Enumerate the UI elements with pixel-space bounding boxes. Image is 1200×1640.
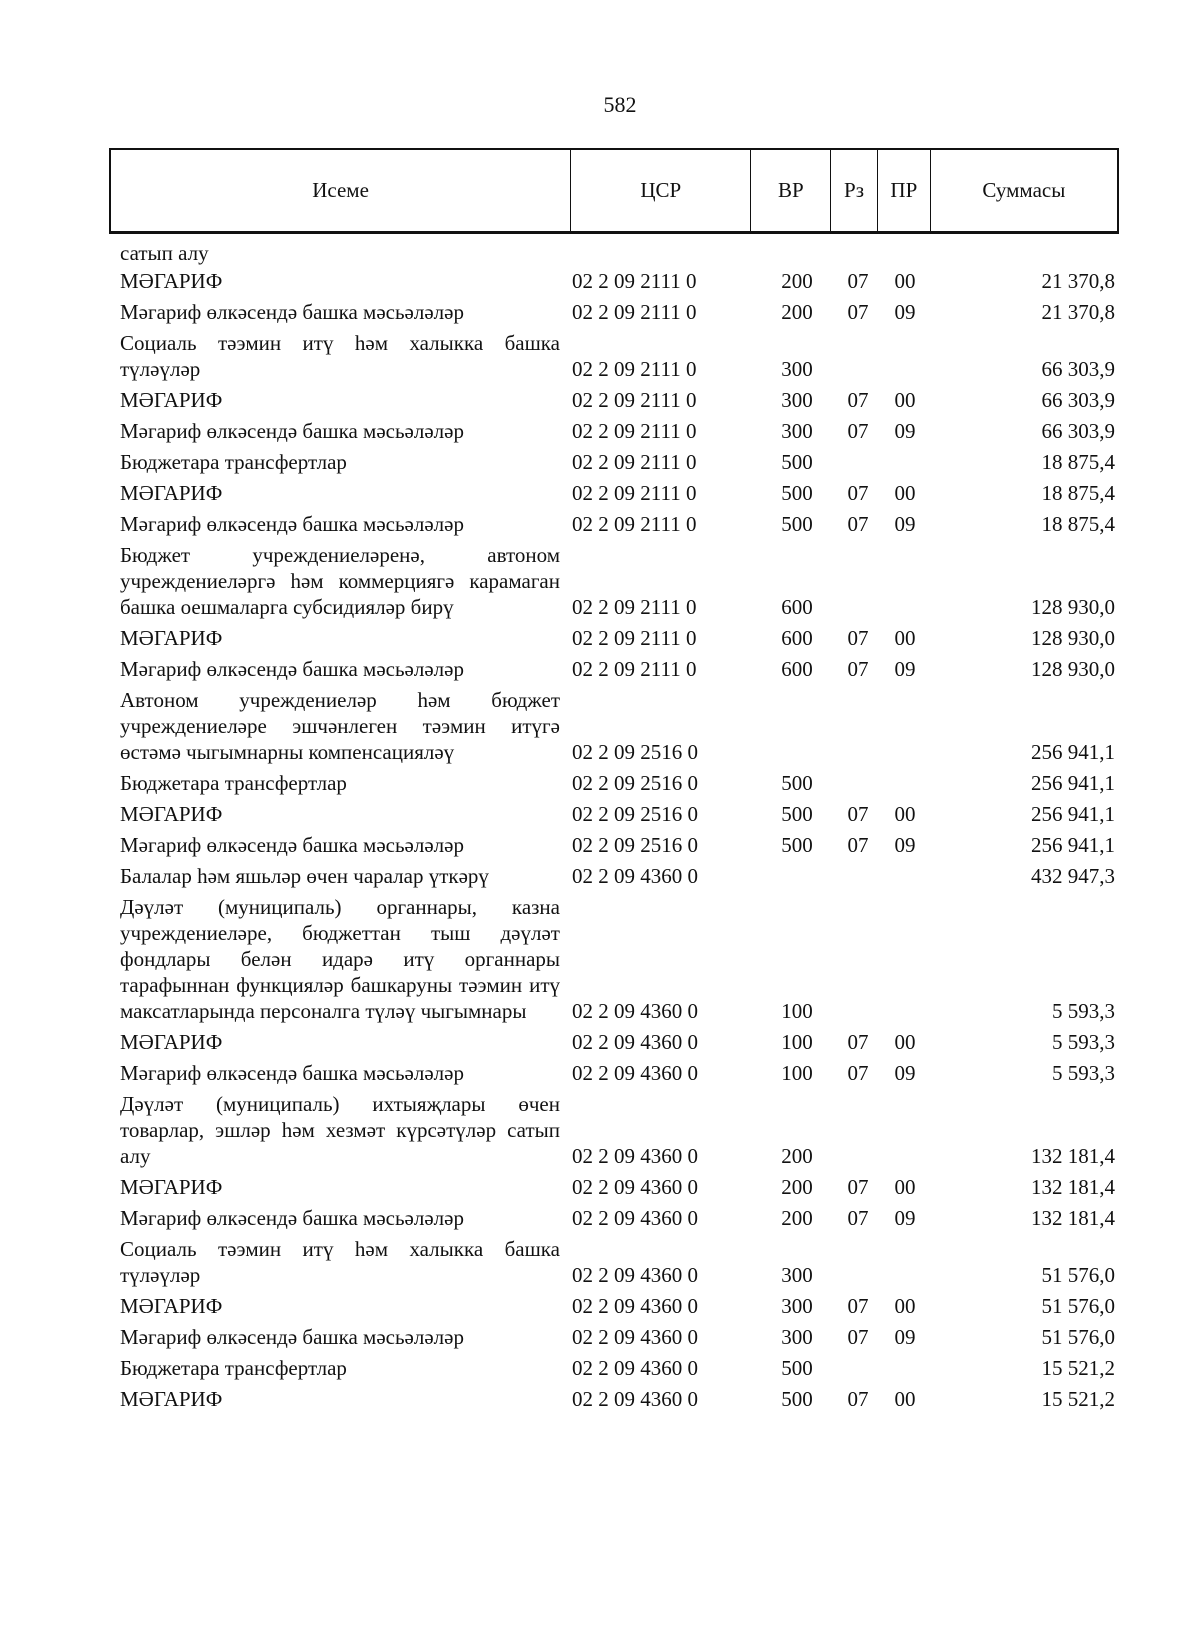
row-sum: 256 941,1 — [1031, 833, 1115, 857]
row-name: Бюджетара трансфертлар — [120, 1356, 347, 1380]
row-name: Дәүләт (муниципаль) органнары, казна учреждениеләре, бюджеттан тыш дәүләт фондлары белән идарә итү органнары тарафыннан функцияләр башкаруны тәэмин итү максатларында персоналга түләү чыгымнары — [120, 895, 560, 1023]
table-row — [120, 1060, 1115, 1091]
row-name: Бюджетара трансфертлар — [120, 450, 347, 474]
table-row — [120, 299, 1115, 330]
row-name: МӘГАРИФ — [120, 269, 223, 293]
row-sum: 15 521,2 — [1041, 1356, 1115, 1380]
row-sum: 66 303,9 — [1041, 357, 1115, 381]
row-vr: 500 — [781, 481, 813, 505]
row-csr: 02 2 09 2111 0 — [572, 419, 697, 443]
table-row — [120, 656, 1115, 687]
row-vr: 500 — [781, 1387, 813, 1411]
row-pr: 09 — [894, 657, 916, 681]
row-csr: 02 2 09 4360 0 — [572, 1325, 698, 1349]
table-row — [120, 1293, 1115, 1324]
table-row — [120, 542, 1115, 625]
row-pr: 00 — [894, 1387, 916, 1411]
table-row — [120, 1091, 1115, 1174]
header-name: Исеме — [111, 150, 571, 231]
table-row — [120, 687, 1115, 770]
row-sum: 256 941,1 — [1031, 740, 1115, 764]
row-csr: 02 2 09 4360 0 — [572, 1263, 698, 1287]
row-name: Мәгариф өлкәсендә башка мәсьәләләр — [120, 657, 464, 681]
row-csr: 02 2 09 4360 0 — [572, 1144, 698, 1168]
row-vr: 500 — [781, 833, 813, 857]
row-vr: 100 — [781, 1030, 813, 1054]
row-name: МӘГАРИФ — [120, 1175, 223, 1199]
table-row — [120, 268, 1115, 299]
header-pr: ПР — [878, 150, 931, 231]
row-name: МӘГАРИФ — [120, 1387, 223, 1411]
row-vr: 200 — [781, 1175, 813, 1199]
row-name: Балалар һәм яшьләр өчен чаралар үткәрү — [120, 864, 489, 888]
table-row — [120, 801, 1115, 832]
table-row — [120, 1386, 1115, 1417]
row-name: Социаль тәэмин итү һәм халыкка башка түләүләр — [120, 1237, 560, 1287]
row-csr: 02 2 09 2516 0 — [572, 771, 698, 795]
row-csr: 02 2 09 4360 0 — [572, 1294, 698, 1318]
row-vr: 300 — [781, 1294, 813, 1318]
row-csr: 02 2 09 2111 0 — [572, 388, 697, 412]
table-row — [120, 1205, 1115, 1236]
row-sum: 18 875,4 — [1041, 512, 1115, 536]
row-vr: 200 — [781, 300, 813, 324]
table-row — [120, 863, 1115, 894]
row-csr: 02 2 09 4360 0 — [572, 1175, 698, 1199]
row-rz: 07 — [847, 1206, 869, 1230]
row-name: МӘГАРИФ — [120, 1294, 223, 1318]
table-row — [120, 770, 1115, 801]
row-rz: 07 — [847, 657, 869, 681]
header-sum: Суммасы — [982, 178, 1066, 202]
row-sum: 256 941,1 — [1031, 802, 1115, 826]
row-pr: 00 — [894, 388, 916, 412]
row-csr: 02 2 09 2111 0 — [572, 450, 697, 474]
row-sum: 66 303,9 — [1041, 419, 1115, 443]
row-csr: 02 2 09 2111 0 — [572, 357, 697, 381]
row-rz: 07 — [847, 802, 869, 826]
row-pr: 00 — [894, 1294, 916, 1318]
row-vr: 200 — [781, 1144, 813, 1168]
table-header — [109, 148, 1119, 234]
row-vr: 100 — [781, 999, 813, 1023]
table-row — [120, 387, 1115, 418]
row-csr: 02 2 09 2111 0 — [572, 481, 697, 505]
table-row — [120, 625, 1115, 656]
row-sum: 132 181,4 — [1031, 1206, 1115, 1230]
row-rz: 07 — [847, 419, 869, 443]
table-row — [120, 1324, 1115, 1355]
row-vr: 600 — [781, 626, 813, 650]
row-name: Мәгариф өлкәсендә башка мәсьәләләр — [120, 1061, 464, 1085]
row-rz: 07 — [847, 1030, 869, 1054]
row-sum: 132 181,4 — [1031, 1144, 1115, 1168]
row-sum: 51 576,0 — [1041, 1294, 1115, 1318]
row-sum: 18 875,4 — [1041, 450, 1115, 474]
header-csr: ЦСР — [571, 150, 751, 231]
row-sum: 5 593,3 — [1052, 999, 1115, 1023]
row-pr: 00 — [894, 1030, 916, 1054]
table-row — [120, 480, 1115, 511]
row-vr: 600 — [781, 595, 813, 619]
row-vr: 500 — [781, 802, 813, 826]
row-csr: 02 2 09 2111 0 — [572, 626, 697, 650]
table-row — [120, 1236, 1115, 1293]
row-pr: 09 — [894, 300, 916, 324]
row-sum: 21 370,8 — [1041, 269, 1115, 293]
row-pr: 00 — [894, 802, 916, 826]
row-csr: 02 2 09 4360 0 — [572, 999, 698, 1023]
row-sum: 51 576,0 — [1041, 1325, 1115, 1349]
table-row — [120, 418, 1115, 449]
row-csr: 02 2 09 4360 0 — [572, 1206, 698, 1230]
row-name: Мәгариф өлкәсендә башка мәсьәләләр — [120, 1325, 464, 1349]
row-pr: 09 — [894, 419, 916, 443]
row-vr: 500 — [781, 512, 813, 536]
row-name: Мәгариф өлкәсендә башка мәсьәләләр — [120, 1206, 464, 1230]
row-name: МӘГАРИФ — [120, 388, 223, 412]
row-rz: 07 — [847, 300, 869, 324]
row-name: Дәүләт (муниципаль) ихтыяҗлары өчен товарлар, эшләр һәм хезмәт күрсәтүләр сатып алу — [120, 1092, 560, 1168]
row-name: МӘГАРИФ — [120, 802, 223, 826]
row-sum: 128 930,0 — [1031, 626, 1115, 650]
table-row — [120, 1174, 1115, 1205]
row-rz: 07 — [847, 833, 869, 857]
row-pr: 00 — [894, 1175, 916, 1199]
row-name: МӘГАРИФ — [120, 1030, 223, 1054]
row-vr: 300 — [781, 357, 813, 381]
row-csr: 02 2 09 2516 0 — [572, 740, 698, 764]
row-rz: 07 — [847, 1061, 869, 1085]
row-csr: 02 2 09 2516 0 — [572, 833, 698, 857]
row-pr: 00 — [894, 269, 916, 293]
row-vr: 500 — [781, 1356, 813, 1380]
row-rz: 07 — [847, 1294, 869, 1318]
row-vr: 100 — [781, 1061, 813, 1085]
row-name: Бюджетара трансфертлар — [120, 771, 347, 795]
row-rz: 07 — [847, 626, 869, 650]
row-pr: 09 — [894, 1325, 916, 1349]
row-rz: 07 — [847, 1387, 869, 1411]
header-vr: ВР — [751, 150, 831, 231]
row-name: Социаль тәэмин итү һәм халыкка башка түләүләр — [120, 331, 560, 381]
row-pr: 00 — [894, 481, 916, 505]
table-row — [120, 330, 1115, 387]
table-row — [120, 832, 1115, 863]
row-vr: 500 — [781, 771, 813, 795]
row-csr: 02 2 09 4360 0 — [572, 1061, 698, 1085]
row-name: Мәгариф өлкәсендә башка мәсьәләләр — [120, 300, 464, 324]
row-name: Мәгариф өлкәсендә башка мәсьәләләр — [120, 512, 464, 536]
row-pr: 09 — [894, 1061, 916, 1085]
row-vr: 200 — [781, 1206, 813, 1230]
row-pr: 09 — [894, 1206, 916, 1230]
row-name: Мәгариф өлкәсендә башка мәсьәләләр — [120, 833, 464, 857]
table-row — [120, 511, 1115, 542]
row-name: МӘГАРИФ — [120, 626, 223, 650]
row-pr: 09 — [894, 833, 916, 857]
row-csr: 02 2 09 4360 0 — [572, 1030, 698, 1054]
row-sum: 5 593,3 — [1052, 1030, 1115, 1054]
row-rz: 07 — [847, 481, 869, 505]
row-name: сатып алу — [120, 241, 209, 265]
row-csr: 02 2 09 4360 0 — [572, 1356, 698, 1380]
row-sum: 128 930,0 — [1031, 657, 1115, 681]
row-sum: 66 303,9 — [1041, 388, 1115, 412]
row-rz: 07 — [847, 512, 869, 536]
row-pr: 00 — [894, 626, 916, 650]
row-csr: 02 2 09 2111 0 — [572, 657, 697, 681]
row-sum: 432 947,3 — [1031, 864, 1115, 888]
row-rz: 07 — [847, 1175, 869, 1199]
row-sum: 18 875,4 — [1041, 481, 1115, 505]
table-row — [120, 240, 1115, 268]
header-rz: Рз — [831, 150, 878, 231]
row-vr: 500 — [781, 450, 813, 474]
row-sum: 256 941,1 — [1031, 771, 1115, 795]
row-sum: 5 593,3 — [1052, 1061, 1115, 1085]
table-body — [120, 240, 1115, 1417]
row-sum: 15 521,2 — [1041, 1387, 1115, 1411]
table-row — [120, 449, 1115, 480]
row-name: Бюджет учреждениеләренә, автоном учреждениеләргә һәм коммерциягә карамаган башка оешмаларга субсидияләр бирү — [120, 543, 560, 619]
row-vr: 300 — [781, 388, 813, 412]
row-rz: 07 — [847, 388, 869, 412]
row-vr: 300 — [781, 1263, 813, 1287]
row-sum: 128 930,0 — [1031, 595, 1115, 619]
row-sum: 51 576,0 — [1041, 1263, 1115, 1287]
row-csr: 02 2 09 2111 0 — [572, 512, 697, 536]
row-csr: 02 2 09 4360 0 — [572, 864, 698, 888]
row-sum: 132 181,4 — [1031, 1175, 1115, 1199]
row-csr: 02 2 09 2111 0 — [572, 300, 697, 324]
row-vr: 600 — [781, 657, 813, 681]
row-vr: 200 — [781, 269, 813, 293]
row-csr: 02 2 09 2111 0 — [572, 269, 697, 293]
row-vr: 300 — [781, 419, 813, 443]
row-csr: 02 2 09 2111 0 — [572, 595, 697, 619]
row-rz: 07 — [847, 269, 869, 293]
page-number: 582 — [603, 92, 637, 117]
row-pr: 09 — [894, 512, 916, 536]
row-csr: 02 2 09 4360 0 — [572, 1387, 698, 1411]
row-name: Мәгариф өлкәсендә башка мәсьәләләр — [120, 419, 464, 443]
table-row — [120, 894, 1115, 1029]
table-row — [120, 1029, 1115, 1060]
row-name: МӘГАРИФ — [120, 481, 223, 505]
table-row — [120, 1355, 1115, 1386]
row-rz: 07 — [847, 1325, 869, 1349]
row-csr: 02 2 09 2516 0 — [572, 802, 698, 826]
row-name: Автоном учреждениеләр һәм бюджет учреждениеләре эшчәнлеген тәэмин итүгә өстәмә чыгымнарны компенсацияләү — [120, 688, 560, 764]
row-sum: 21 370,8 — [1041, 300, 1115, 324]
row-vr: 300 — [781, 1325, 813, 1349]
